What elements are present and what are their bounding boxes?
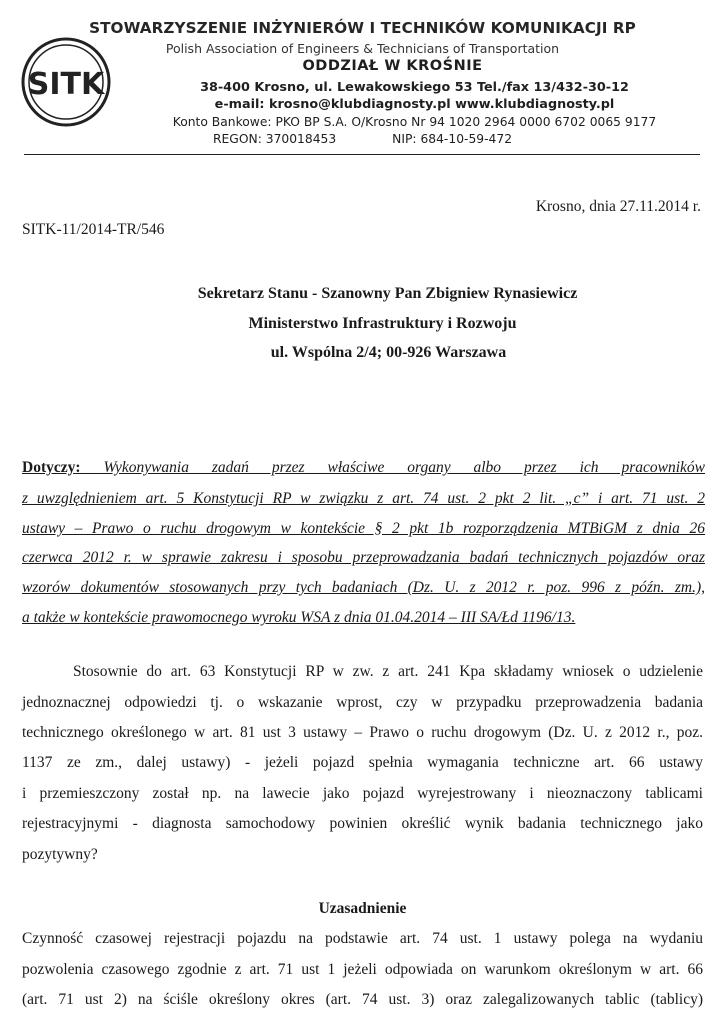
section-heading: Uzasadnienie <box>318 900 407 917</box>
contact-email-web: e-mail: krosno@klubdiagnosty.pl www.klubdiagnosty.pl <box>214 97 615 112</box>
paragraph-line: (art. 71 ust 2) na ściśle określony okres (art. 74 ust. 3) oraz zalegalizowanych tablic (tablicy) <box>22 991 703 1008</box>
paragraph-line: rejestracyjnymi - diagnosta samochodowy powinien określić wynik badania technicznego jako <box>22 815 703 832</box>
subject-line: ustawy – Prawo o ruchu drogowym w kontekście § 2 pkt 1b rozporządzenia MTBiGM z dnia 26 <box>22 520 705 537</box>
recipient-name: Sekretarz Stanu - Szanowny Pan Zbigniew Rynasiewicz <box>197 285 578 302</box>
paragraph-line: 1137 ze zm., dalej ustawy) - jeżeli pojazd spełnia wymagania techniczne art. 66 ustawy <box>22 754 703 771</box>
subject-line: a także w kontekście prawomocnego wyroku WSA z dnia 01.04.2014 – III SA/Łd 1196/13. <box>22 609 576 626</box>
paragraph-line: i przemieszczony został np. na lawecie jako pojazd wyrejestrowany i nieoznaczony tablicami <box>22 785 703 802</box>
subject-label: Dotyczy: <box>22 459 81 476</box>
subject-line: wzorów dokumentów stosowanych przy tych badaniach (Dz. U. z 2012 r. poz. 996 z późn. zm.), <box>22 579 705 596</box>
paragraph-line: Czynność czasowej rejestracji pojazdu na podstawie art. 74 ust. 1 ustawy polega na wydaniu <box>22 930 703 947</box>
paragraph-line: pozytywny? <box>22 846 98 863</box>
regon-number: REGON: 370018453 <box>212 132 337 146</box>
subject-text: Wykonywania zadań przez właściwe organy albo przez ich pracowników <box>103 459 705 476</box>
subject-line <box>22 459 705 477</box>
association-name: STOWARZYSZENIE INŻYNIERÓW I TECHNIKÓW KOMUNIKACJI RP <box>89 19 636 37</box>
branch-address: 38-400 Krosno, ul. Lewakowskiego 53 Tel./fax 13/432-30-12 <box>200 80 629 95</box>
logo-text: SITK <box>27 67 105 102</box>
subject-line: czerwca 2012 r. w sprawie zakresu i sposobu przeprowadzania badań technicznych pojazdów oraz <box>22 549 705 566</box>
recipient-address: ul. Wspólna 2/4; 00-926 Warszawa <box>270 344 507 361</box>
subject-line: z uwzględnieniem art. 5 Konstytucji RP w związku z art. 74 ust. 2 pkt 2 lit. „c” i art. 71 ust. 2 <box>22 490 705 507</box>
paragraph-line: pozwolenia czasowego zgodnie z art. 71 ust 1 jeżeli odpowiada on warunkom określonym w art. 66 <box>22 961 703 978</box>
letterhead-divider <box>24 154 700 155</box>
registry-numbers <box>0 132 725 146</box>
reference-number: SITK-11/2014-TR/546 <box>22 221 165 238</box>
nip-number: NIP: 684-10-59-472 <box>392 132 513 146</box>
paragraph-line: Stosownie do art. 63 Konstytucji RP w zw. z art. 241 Kpa składamy wniosek o udzielenie <box>73 663 703 680</box>
paragraph-line: technicznego określonego w art. 81 ust 3 ustawy – Prawo o ruchu drogowym (Dz. U. z 2012 r., poz. <box>22 724 703 741</box>
branch-name: ODDZIAŁ W KROŚNIE <box>302 58 483 74</box>
bank-account: Konto Bankowe: PKO BP S.A. O/Krosno Nr 94 1020 2964 0000 6702 0065 9177 <box>172 115 657 129</box>
recipient-ministry: Ministerstwo Infrastruktury i Rozwoju <box>248 315 517 332</box>
paragraph-line: jednoznacznej odpowiedzi tj. o wskazanie wprost, czy w przypadku przeprowadzenia badania <box>22 694 703 711</box>
letter-date: Krosno, dnia 27.11.2014 r. <box>535 198 701 215</box>
association-name-english: Polish Association of Engineers & Technicians of Transportation <box>165 41 560 56</box>
